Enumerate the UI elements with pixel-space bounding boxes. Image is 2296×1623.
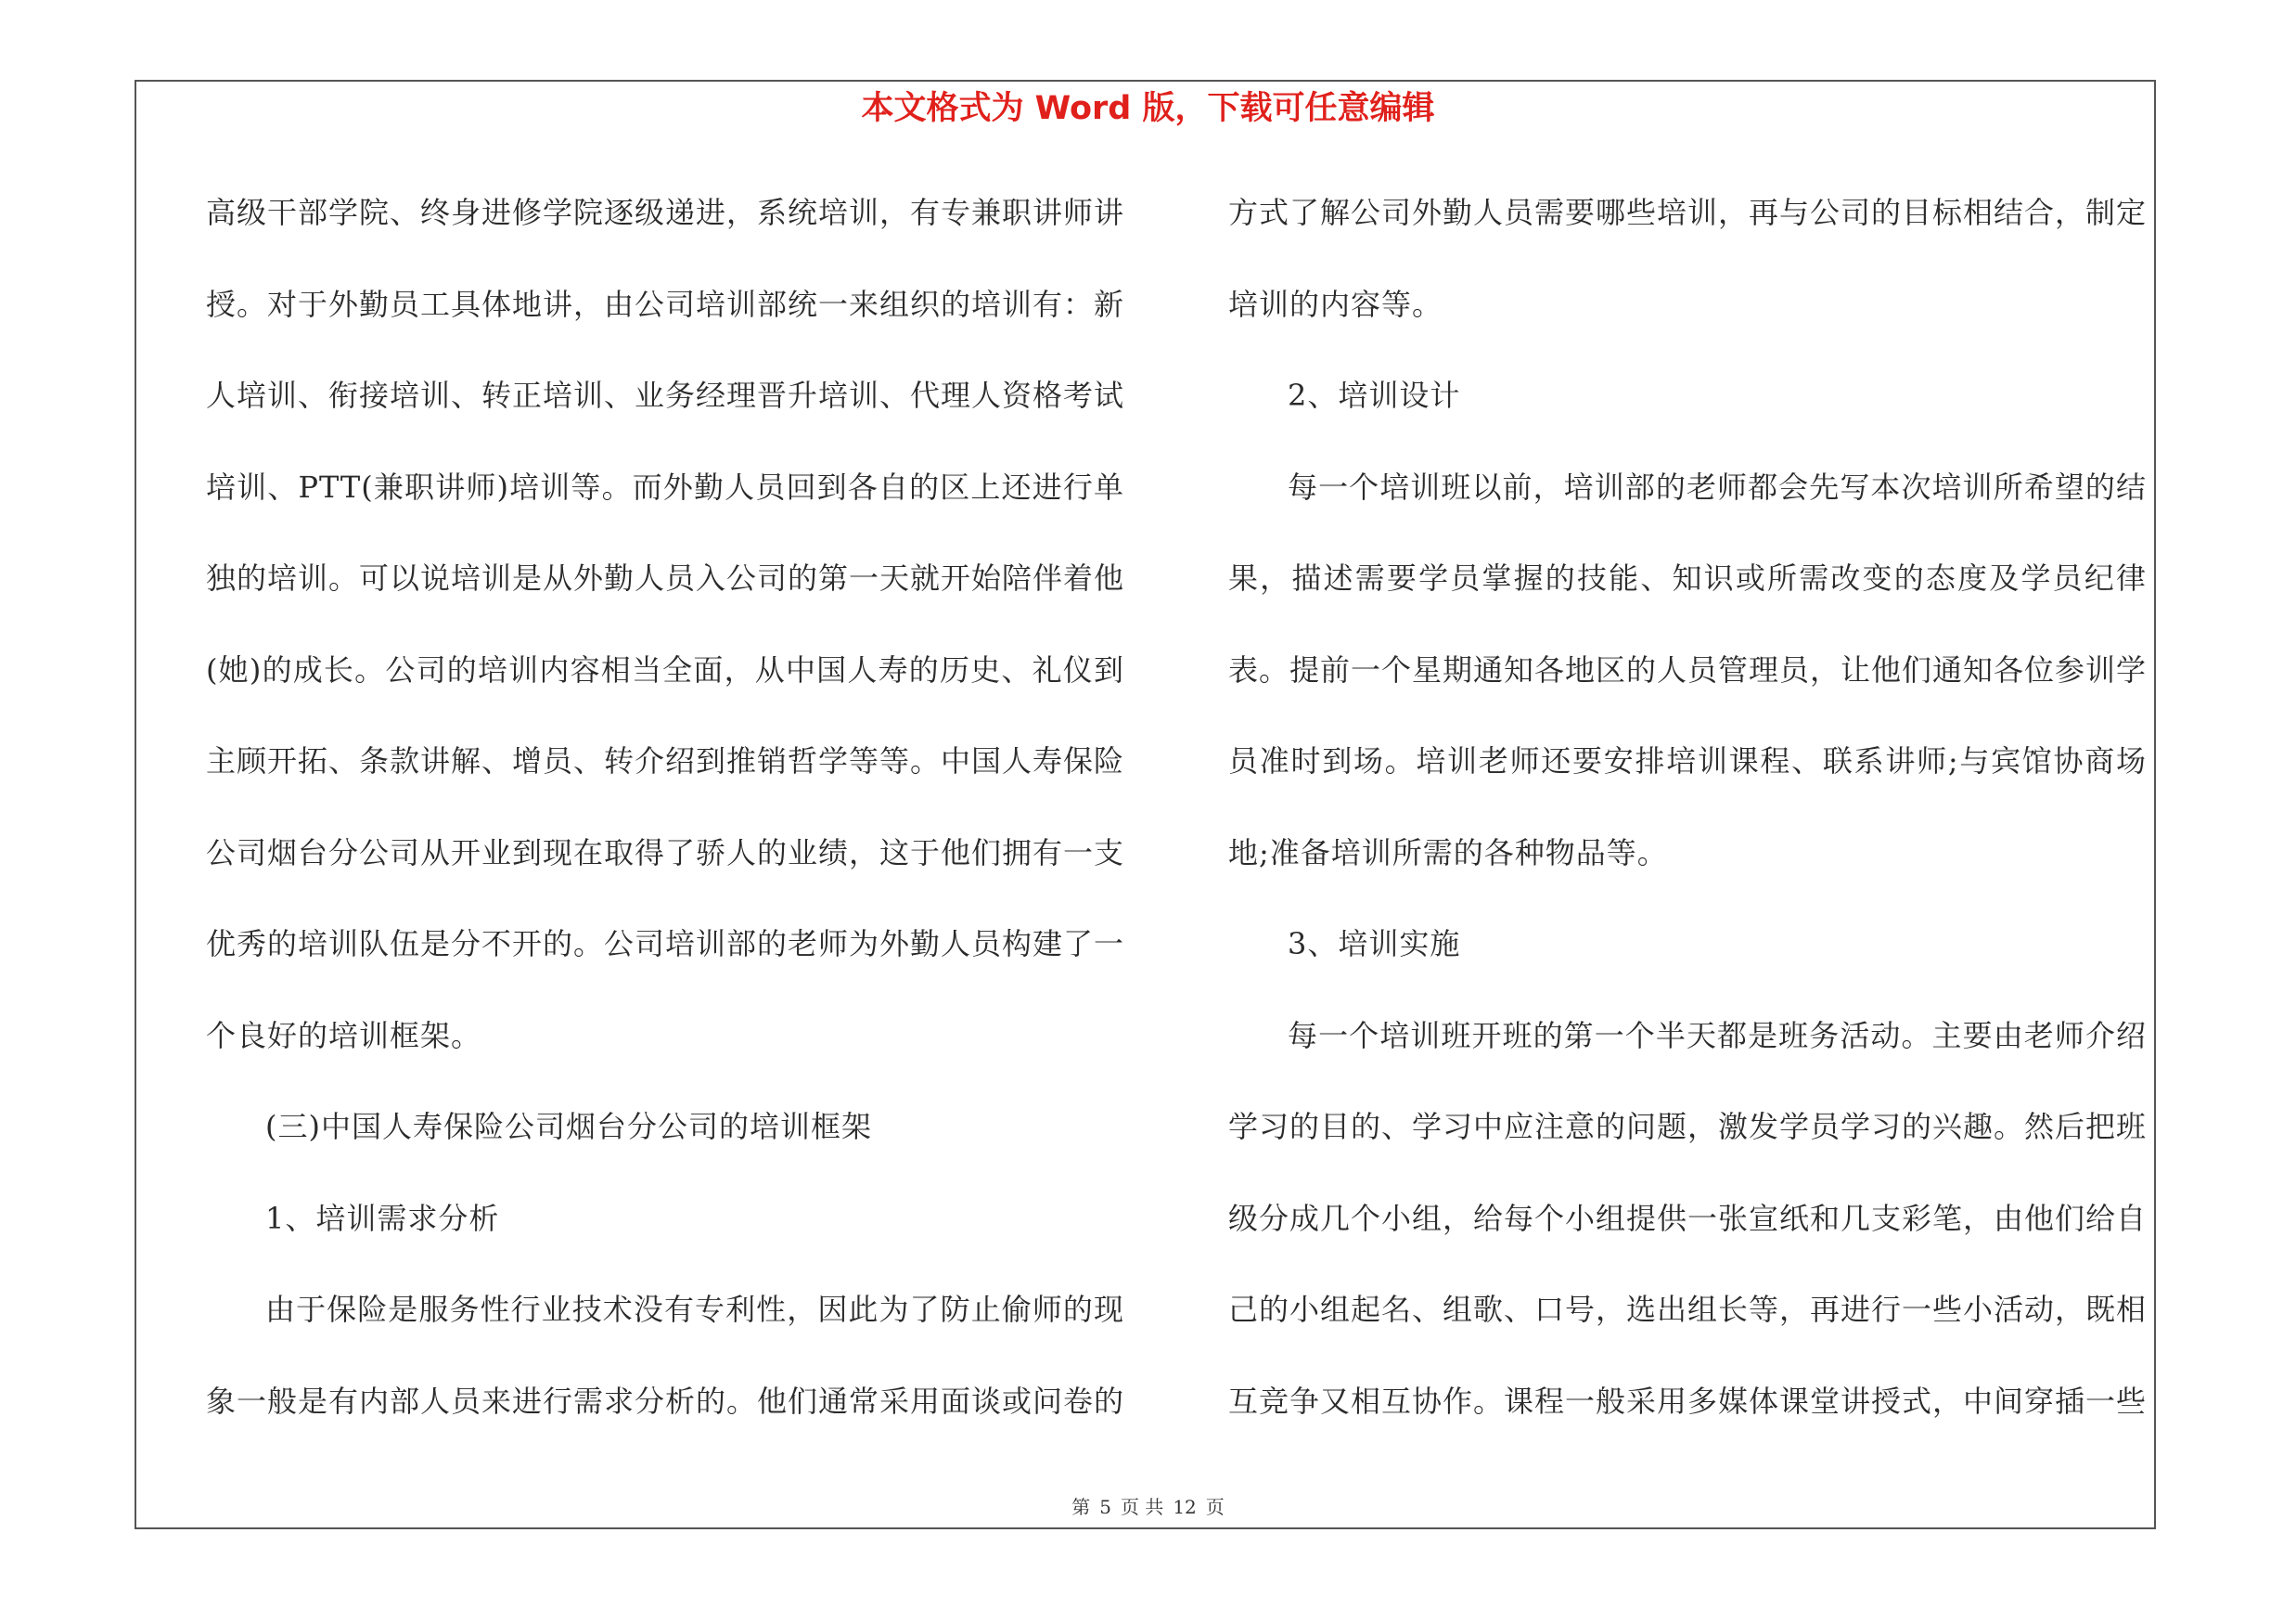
body-paragraph: 每一个培训班开班的第一个半天都是班务活动。主要由老师介绍学习的目的、学习中应注意的问题，激发学员学习的兴趣。然后把班级分成几个小组，给每个小组提供一张宣纸和几支彩笔，由他们给自己的小组起名、组歌、口号，选出组长等，再进行一些小活动，既相互竞争又相互协作。课程一般采用多媒体课堂讲授式，中间穿插一些 (1228, 1017, 2148, 1419)
left-column (206, 167, 1124, 1447)
total-pages: 12 (1173, 1496, 1197, 1518)
page-footer (0, 1492, 2296, 1519)
footer-suffix: 页 (1205, 1496, 1225, 1518)
body-paragraph: 方式了解公司外勤人员需要哪些培训，再与公司的目标相结合，制定培训的内容等。 (1228, 195, 2148, 322)
footer-prefix: 第 (1071, 1496, 1091, 1518)
subsection-heading: 2、培训设计 (1288, 378, 1461, 413)
subsection-heading: 3、培训实施 (1288, 926, 1461, 961)
body-paragraph: 高级干部学院、终身进修学院逐级递进，系统培训，有专兼职讲师讲授。对于外勤员工具体地讲，由公司培训部统一来组织的培训有：新人培训、衔接培训、转正培训、业务经理晋升培训、代理人资格考试培训、PTT(兼职讲师)培训等。而外勤人员回到各自的区上还进行单独的培训。可以说培训是从外勤人员入公司的第一天就开始陪伴着他(她)的成长。公司的培训内容相当全面，从中国人寿的历史、礼仪到主顾开拓、条款讲解、增员、转介绍到推销哲学等等。中国人寿保险公司烟台分公司从开业到现在取得了骄人的业绩，这于他们拥有一支优秀的培训队伍是分不开的。公司培训部的老师为外勤人员构建了一个良好的培训框架。 (206, 195, 1125, 1053)
right-column (1228, 167, 2147, 1447)
footer-middle: 页 共 (1120, 1496, 1164, 1518)
body-paragraph: 由于保险是服务性行业技术没有专利性，因此为了防止偷师的现象一般是有内部人员来进行需求分析的。他们通常采用面谈或问卷的 (206, 1292, 1125, 1419)
section-heading: (三)中国人寿保险公司烟台分公司的培训框架 (265, 1109, 872, 1144)
page-number: 5 (1099, 1496, 1111, 1518)
format-banner: 本文格式为 Word 版，下载可任意编辑 (861, 90, 1435, 127)
body-paragraph: 每一个培训班以前，培训部的老师都会先写本次培训所希望的结果，描述需要学员掌握的技能、知识或所需改变的态度及学员纪律表。提前一个星期通知各地区的人员管理员，让他们通知各位参训学员准时到场。培训老师还要安排培训课程、联系讲师;与宾馆协商场地;准备培训所需的各种物品等。 (1228, 469, 2148, 870)
subsection-heading: 1、培训需求分析 (265, 1200, 500, 1236)
